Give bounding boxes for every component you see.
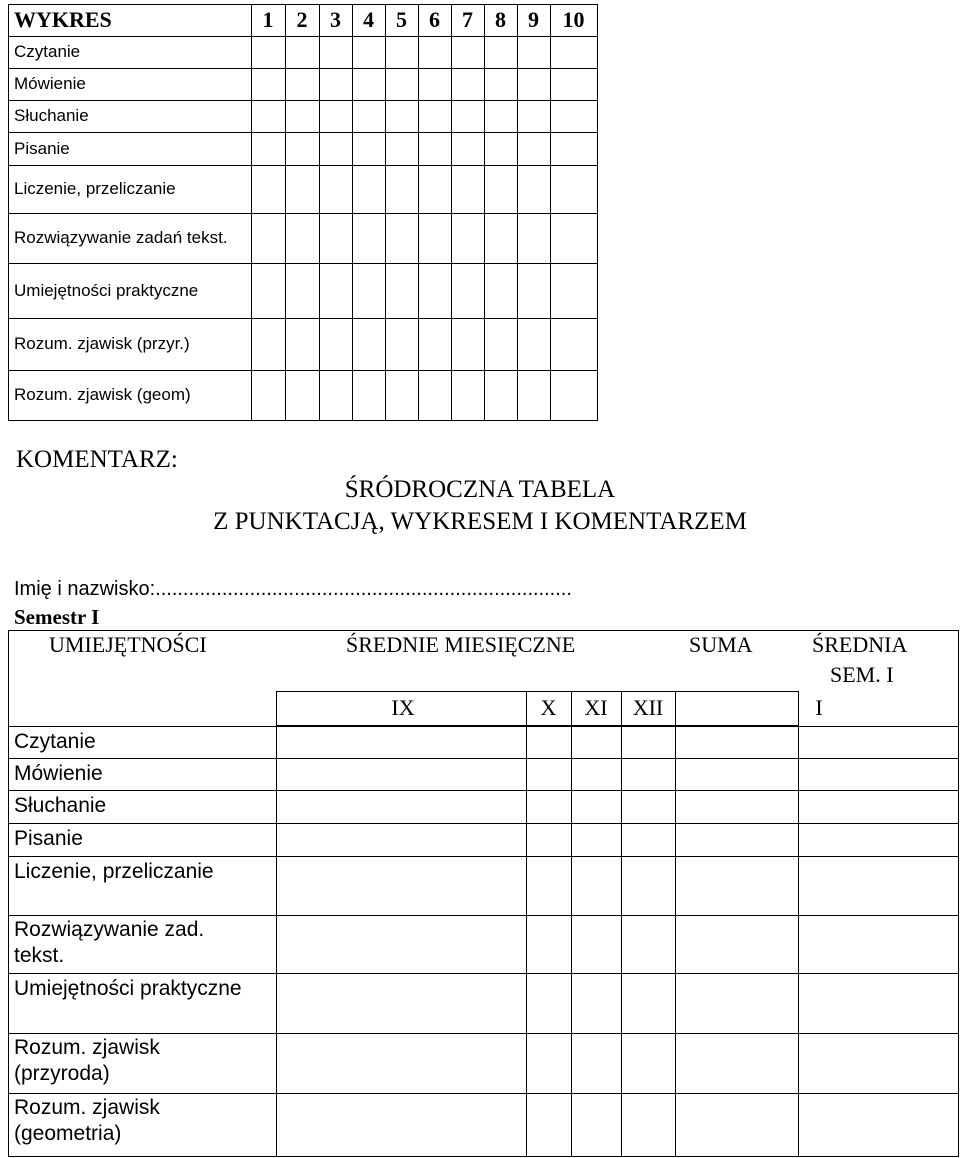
wykres-column-line	[385, 4, 386, 421]
row-label-line: tekst.	[14, 944, 65, 967]
month-column-line	[526, 691, 527, 1157]
header-average-sem: SEM. I	[830, 662, 894, 687]
month-header: IX	[391, 695, 415, 720]
semester-label: Semestr I	[14, 605, 100, 629]
table-row-label	[14, 1033, 274, 1093]
wykres-row-label: Rozum. zjawisk (geom)	[14, 385, 191, 404]
header-average: ŚREDNIA	[812, 632, 908, 657]
table-row-label	[14, 823, 274, 856]
row-label-line: Czytanie	[14, 730, 96, 753]
heading-line-1: ŚRÓDROCZNA TABELA	[344, 476, 616, 503]
row-label-line: (geometria)	[14, 1122, 122, 1145]
row-label-line: Umiejętności praktyczne	[14, 977, 242, 1000]
wykres-column-header: 1	[262, 7, 274, 32]
name-field: Imię i nazwisko:...........................................................................	[14, 578, 572, 600]
wykres-column-line	[550, 4, 551, 421]
wykres-column-header: 3	[330, 7, 341, 32]
table-row-label	[14, 856, 274, 915]
row-label-line: Liczenie, przeliczanie	[14, 860, 214, 883]
wykres-column-line	[285, 4, 286, 421]
header-skills: UMIEJĘTNOŚCI	[49, 632, 207, 657]
wykres-column-header: 9	[528, 7, 539, 32]
wykres-row-label: Rozum. zjawisk (przyr.)	[14, 334, 190, 353]
wykres-row-line	[8, 132, 598, 133]
month-column-line	[675, 691, 676, 1157]
wykres-row-line	[8, 4, 598, 5]
table-row-label	[14, 758, 274, 790]
row-label-line: Rozum. zjawisk	[14, 1036, 160, 1059]
wykres-column-header: 4	[363, 7, 374, 32]
month-column-line	[621, 691, 622, 1157]
wykres-row-label: Umiejętności praktyczne	[14, 280, 199, 300]
wykres-row-label: Czytanie	[14, 42, 81, 61]
wykres-title: WYKRES	[14, 7, 112, 32]
month-header: X	[540, 695, 557, 720]
wykres-row-line	[8, 36, 598, 37]
table-row-label	[14, 973, 274, 1033]
wykres-row-line	[8, 68, 598, 69]
wykres-row-label: Rozwiązywanie zadań tekst.	[14, 228, 228, 247]
wykres-column-line	[251, 4, 252, 421]
row-label-line: Pisanie	[14, 827, 83, 850]
wykres-column-line	[319, 4, 320, 421]
wykres-column-header: 8	[495, 7, 506, 32]
row-label-line: (przyroda)	[14, 1062, 110, 1085]
wykres-column-header: 5	[396, 7, 407, 32]
table-left-border	[8, 630, 9, 1157]
table-bottom-border	[8, 1156, 959, 1157]
wykres-column-line	[517, 4, 518, 421]
wykres-column-line	[8, 4, 9, 421]
month-header: I	[815, 695, 823, 720]
wykres-column-line	[597, 4, 598, 421]
row-label-line: Mówienie	[14, 762, 103, 785]
wykres-row-line	[8, 420, 598, 421]
wykres-row-line	[8, 213, 598, 214]
table-row-label	[14, 1093, 274, 1156]
wykres-row-label: Mówienie	[14, 74, 86, 93]
wykres-column-line	[484, 4, 485, 421]
table-row-label	[14, 915, 274, 973]
wykres-column-header: 6	[429, 7, 440, 32]
wykres-row-label: Liczenie, przeliczanie	[14, 179, 176, 198]
wykres-column-header: 7	[462, 7, 473, 32]
row-label-line: Rozum. zjawisk	[14, 1096, 160, 1119]
wykres-column-line	[451, 4, 452, 421]
wykres-row-line	[8, 263, 598, 264]
table-row-label	[14, 790, 274, 823]
wykres-row-label: Słuchanie	[14, 106, 89, 125]
comment-label: KOMENTARZ:	[16, 446, 178, 473]
header-sum: SUMA	[689, 632, 753, 657]
wykres-column-line	[418, 4, 419, 421]
label-column-line	[276, 691, 277, 1157]
heading-line-2: Z PUNKTACJĄ, WYKRESEM I KOMENTARZEM	[213, 508, 747, 535]
wykres-row-label: Pisanie	[14, 138, 70, 158]
table-right-border	[958, 630, 959, 1157]
wykres-column-header: 10	[562, 7, 585, 32]
header-monthly: ŚREDNIE MIESIĘCZNE	[346, 632, 576, 657]
wykres-row-line	[8, 100, 598, 101]
row-label-line: Rozwiązywanie zad.	[14, 918, 205, 941]
row-label-line: Słuchanie	[14, 794, 107, 817]
wykres-column-header: 2	[296, 7, 308, 32]
month-column-line	[798, 691, 799, 1157]
month-header: XI	[584, 695, 608, 720]
month-header: XII	[632, 695, 664, 720]
wykres-row-line	[8, 370, 598, 371]
table-top-border	[8, 630, 959, 631]
month-column-line	[571, 691, 572, 1157]
wykres-row-line	[8, 165, 598, 166]
table-row-label	[14, 726, 274, 758]
wykres-row-line	[8, 318, 598, 319]
wykres-column-line	[352, 4, 353, 421]
